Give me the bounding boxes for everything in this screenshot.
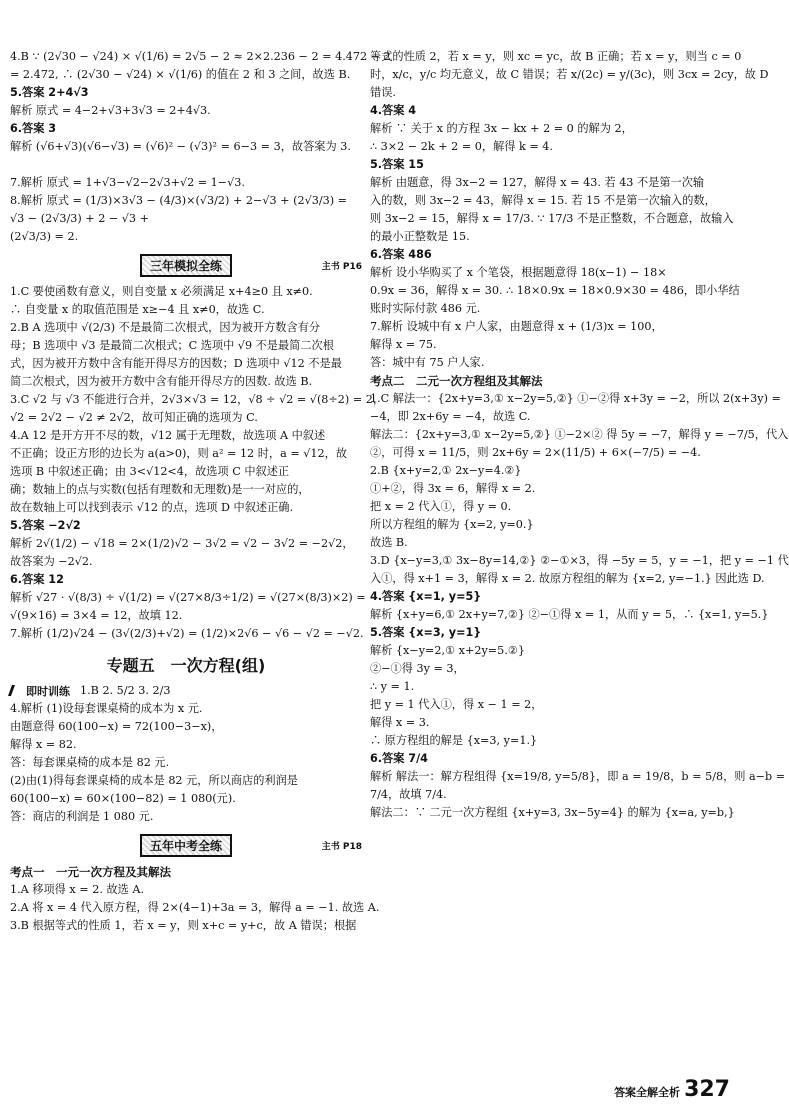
answer-line: 6.答案 12 [10,573,64,586]
text-line: 式，因为被开方数中含有能开得尽方的因数；D 选项中 √12 不是最 [10,357,342,370]
answer-line: 4.答案 4 [370,104,417,117]
section-heading: 考点二 二元一次方程组及其解法 [370,374,543,388]
text-line: 解得 x = 75. [370,338,437,351]
text-line: √2 = 2√2 − √2 ≠ 2√2，故可知正确的选项为 C. [10,411,258,424]
right-column [370,48,789,822]
text-line: ∴ 3×2 − 2k + 2 = 0，解得 k = 4. [370,140,553,153]
text-line: 解得 x = 82. [10,738,77,751]
text-line: 解析 {x−y=2,① x+2y=5.②} [370,644,526,657]
text-line: 把 y = 1 代入①，得 x − 1 = 2， [370,698,543,711]
text-line: 解得 x = 3. [370,716,430,729]
banner-title: 五年中考全练 [140,834,232,857]
answer-line: 5.答案 −2√2 [10,519,81,532]
banner-exam-exercises [10,834,362,857]
page-footer [614,1077,730,1102]
text-line: 4.A 12 是开方开不尽的数，√12 属于无理数，故选项 A 中叙述 [10,429,326,442]
text-line: 母；B 选项中 √3 是最简二次根式；C 选项中 √9 不是最简二次根 [10,339,334,352]
text-line: 简二次根式，因为被开方数中含有能开得尽方的因数. 故选 B. [10,375,313,388]
text-line: 4.解析 (1)设每套课桌椅的成本为 x 元. [10,702,203,715]
text-line: 1.A 移项得 x = 2. 故选 A. [10,883,145,896]
text-line: 确；数轴上的点与实数(包括有理数和无理数)是一一对应的， [10,483,310,496]
instant-training [10,682,362,700]
pencil-icon [8,685,26,696]
answer-line: 6.答案 3 [10,122,57,135]
text-line: (2√3/3) = 2. [10,230,79,243]
text-line: 7.解析 设城中有 x 户人家，由题意得 x + (1/3)x = 100， [370,320,663,333]
text-line: 不正确；设正方形的边长为 a(a>0)，则 a² = 12 时，a = √12，故 [10,447,348,460]
text-line: 解析 √27 · √(8/3) ÷ √(1/2) = √(27×8/3÷1/2) = √(27×(8/3)×2) = [10,591,366,604]
text-line: 的最小正整数是 15. [370,230,470,243]
text-line: 故选 B. [370,536,408,549]
text-line: ②−①得 3y = 3， [370,662,465,675]
mock-block [10,283,385,643]
text-line: ∴ y = 1. [370,680,415,693]
text-line: 2.B {x+y=2,① 2x−y=4.②} [370,464,522,477]
text-line: 等式的性质 2，若 x = y，则 xc = yc，故 B 正确；若 x = y，则当 c = 0 [370,50,742,63]
banner-mock-exercises [10,254,362,277]
text-line: 解析 由题意，得 3x−2 = 127，解得 x = 43. 若 43 不是第一次输 [370,176,705,189]
text-line: 0.9x = 36，解得 x = 30. ∴ 18×0.9x = 18×0.9×30 = 486，即小华结 [370,284,740,297]
text-line: 解法二：{2x+y=3,① x−2y=5,②} ①−2×② 得 5y = −7，解得 y = −7/5，代入 [370,428,789,441]
text-line: 60(100−x) = 60×(100−82) = 1 080(元). [10,792,236,805]
topic-title: 专题五 一次方程(组) [106,656,266,675]
text-line: 答：城中有 75 户人家. [370,356,485,369]
answer-line: 6.答案 486 [370,248,432,261]
text-line: 解析 2√(1/2) − √18 = 2×(1/2)√2 − 3√2 = √2 − 3√2 = −2√2，故答案为 −2√2. [10,537,354,568]
text-line: 1.C 解法一：{2x+y=3,① x−2y=5,②} ①−②得 x+3y = −2，所以 2(x+3y) = [370,392,781,405]
text-line: 所以方程组的解为 {x=2, y=0.} [370,518,534,531]
text-line: 账时实际付款 486 元. [370,302,481,315]
text-line: 3.B 根据等式的性质 1，若 x = y，则 x+c = y+c，故 A 错误；根据 [10,919,357,932]
page-number: 327 [684,1077,730,1102]
training-answers: 1.B 2. 5/2 3. 2/3 [80,684,171,697]
text-line: 解析 {x+y=6,① 2x+y=7,②} ②−①得 x = 1，从而 y = 5，∴ {x=1, y=5.} [370,608,769,621]
text-line: 答：商店的利润是 1 080 元. [10,810,154,823]
text-line: ①+②，得 3x = 6，解得 x = 2. [370,482,536,495]
text-line: 4.B ∵ (2√30 − √24) × √(1/6) = 2√5 − 2 ≈ 2×2.236 − 2 = 4.472 − 2 [10,50,391,63]
answer-line: 5.答案 2+4√3 [10,86,89,99]
text-line: 错误. [370,86,396,99]
exam-block [10,881,380,935]
right-top-block [370,48,769,372]
text-line: 3.C √2 与 √3 不能进行合并，2√3×√3 = 12，√8 ÷ √2 = √(8÷2) = 2， [10,393,385,406]
left-column [10,48,391,935]
equations-block [370,390,789,822]
text-line: 解析 原式 = 4−2+√3+3√3 = 2+4√3. [10,104,211,117]
answer-line: 5.答案 {x=3, y=1} [370,626,482,639]
text-line: 入①，得 x+1 = 3，解得 x = 2. 故原方程组的解为 {x=2, y=−1.} 因此选 D. [370,572,765,585]
banner-title: 三年模拟全练 [140,254,232,277]
text-line: ②，可得 x = 11/5，则 2x+6y = 2×(11/5) + 6×(−7/5) = −4. [370,446,701,459]
text-line: 则 3x−2 = 15，解得 x = 17/3. ∵ 17/3 不是正整数，不合题意，故输入 [370,212,734,225]
answer-line: 5.答案 15 [370,158,424,171]
text-line: 7.解析 原式 = 1+√3−√2−2√3+√2 = 1−√3. [10,176,245,189]
training-label [10,683,70,699]
text-line: = 2.472, ∴ (2√30 − √24) × √(1/6) 的值在 2 和 3 之间，故选 B. [10,68,351,81]
text-line: 入的数，则 3x−2 = 43，解得 x = 15. 若 15 不是第一次输入的数， [370,194,716,207]
text-line: (2)由(1)得每套课桌椅的成本是 82 元，所以商店的利润是 [10,774,298,787]
text-line: 故在数轴上可以找到表示 √12 的点，选项 D 中叙述正确. [10,501,294,514]
text-line: 答：每套课桌椅的成本是 82 元. [10,756,170,769]
text-line: √(9×16) = 3×4 = 12，故填 12. [10,609,183,622]
text-line: 7.解析 (1/2)√24 − (3√(2/3)+√2) = (1/2)×2√6 − √6 − √2 = −√2. [10,627,364,640]
answer-line: 6.答案 7/4 [370,752,428,765]
page-ref: 主书 P18 [321,842,362,852]
footer-label: 答案全解全析 [614,1086,681,1099]
text-line: 1.C 要使函数有意义，则自变量 x 必须满足 x+4≥0 且 x≠0. [10,285,313,298]
text-line: 7/4，故填 7/4. [370,788,447,801]
text-line: 把 x = 2 代入①，得 y = 0. [370,500,512,513]
answer-line: 4.答案 {x=1, y=5} [370,590,482,603]
text-line: 由题意得 60(100−x) = 72(100−3−x)， [10,720,223,733]
text-line: 解析 设小华购买了 x 个笔袋，根据题意得 18(x−1) − 18× [370,266,667,279]
text-line: 2.B A 选项中 √(2/3) 不是最简二次根式，因为被开方数含有分 [10,321,321,334]
section-heading: 考点一 一元一次方程及其解法 [10,865,171,879]
training-block [10,700,362,826]
text-line: ∴ 自变量 x 的取值范围是 x≥−4 且 x≠0，故选 C. [10,303,265,316]
text-line: 3.D {x−y=3,① 3x−8y=14,②} ②−①×3，得 −5y = 5，y = −1，把 y = −1 代 [370,554,789,567]
text-line: 解析 解法一：解方程组得 {x=19/8, y=5/8}，即 a = 19/8，b = 5/8，则 a−b = [370,770,786,783]
text-line: 解法二：∵ 二元一次方程组 {x+y=3, 3x−5y=4} 的解为 {x=a, y=b,} [370,806,735,819]
text-line: 时，x/c，y/c 均无意义，故 C 错误；若 x/(2c) = y/(3c)，则 3cx = 2cy，故 D [370,68,769,81]
text-line: 解析 (√6+√3)(√6−√3) = (√6)² − (√3)² = 6−3 = 3，故答案为 3. [10,140,351,153]
text-line: 选项 B 中叙述正确；由 3<√12<4，故选项 C 中叙述正 [10,465,290,478]
page-ref: 主书 P16 [321,262,362,272]
text-line: 2.A 将 x = 4 代入原方程，得 2×(4−1)+3a = 3，解得 a = −1. 故选 A. [10,901,380,914]
training-label-text: 即时训练 [26,685,70,698]
text-line: 解析 ∵ 关于 x 的方程 3x − kx + 2 = 0 的解为 2， [370,122,633,135]
text-line: −4，即 2x+6y = −4，故选 C. [370,410,531,423]
text-line: ∴ 原方程组的解是 {x=3, y=1.} [370,734,538,747]
text-line: 8.解析 原式 = (1/3)×3√3 − (4/3)×(√3/2) + 2−√3 + (2√3/3) = √3 − (2√3/3) + 2 − √3 + [10,194,348,225]
